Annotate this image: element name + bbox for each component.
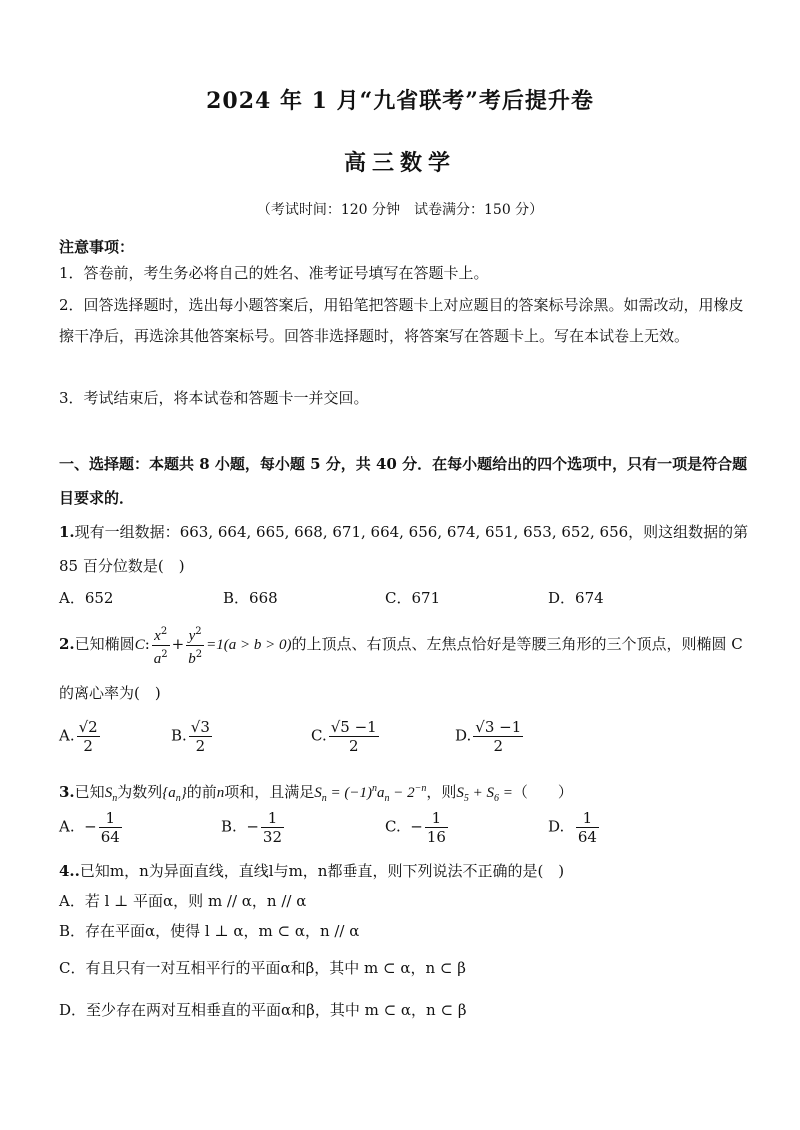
option-a: A．652 xyxy=(59,589,114,607)
question-1 xyxy=(59,515,759,583)
notes-heading: 注意事项： xyxy=(59,238,135,256)
option-a: A．若 l ⊥ 平面α，则 m // α，n // α xyxy=(59,892,307,910)
question-2: 2.已知椭圆C: $\frac{x^2}{a^2}$ + $\frac{y^2}{b^2}$ =1(a > b > 0)的上顶点、右顶点、左焦点恰好是等腰三角形的三个顶点，则椭圆 C 的离心率为( ) xyxy=(59,620,759,717)
note-item-2: 2．回答选择题时，选出每小题答案后，用铅笔把答题卡上对应题目的答案标号涂黑。如需改动，用橡皮擦干净后，再选涂其他答案标号。回答非选择题时，将答案写在答题卡上。写在本试卷上无效。 xyxy=(59,296,744,345)
option-b: B．存在平面α，使得 l ⊥ α，m ⊂ α，n // α xyxy=(59,922,360,940)
option-c: C．有且只有一对互相平行的平面α和β，其中 m ⊂ α，n ⊂ β xyxy=(59,959,466,977)
section-heading: 一、选择题：本题共 8 小题，每小题 5 分，共 40 分．在每小题给出的四个选项中，只有一项是符合题目要求的． xyxy=(59,455,748,507)
question-text: ，则这组数据的第 85 百分位数是( ) xyxy=(59,523,749,575)
option-d: D. $\frac{√3 -1}{2}$ xyxy=(455,718,522,755)
sequence-symbol: $\{a_n\}$ xyxy=(162,785,187,804)
option-c: C. $\frac{√5 -1}{2}$ xyxy=(311,718,377,755)
question-1-options xyxy=(59,587,759,617)
recurrence-formula: $S_n = (-1)^na_n - 2^{-n}$ xyxy=(314,783,427,804)
ellipse-condition: =1(a > b > 0) xyxy=(206,637,292,653)
exam-subject: 高三数学 xyxy=(343,150,456,176)
question-number: 4.. xyxy=(59,862,80,880)
data-list: 663, 664, 665, 668, 671, 664, 656, 674, 651, 653, 652, 656 xyxy=(179,523,629,541)
question-text: 已知椭圆 xyxy=(74,635,135,653)
question-number: 1. xyxy=(59,523,75,541)
option-d: D．674 xyxy=(548,589,604,607)
exam-title: 2024 年 1 月“九省联考”考后提升卷 xyxy=(206,88,594,114)
note-item-1: 1．答卷前，考生务必将自己的姓名、准考证号填写在答题卡上。 xyxy=(59,264,489,282)
ellipse-y-term: $\frac{y^2}{b^2}$ xyxy=(186,623,204,668)
sum-symbol: $S_n$ xyxy=(104,785,118,804)
option-b: B. − $\frac{1}{32}$ xyxy=(221,809,283,846)
question-text: 现有一组数据： xyxy=(74,523,180,541)
question-number: 3. xyxy=(59,783,75,801)
question-text: 已知m，n为异面直线，直线l与m，n都垂直，则下列说法不正确的是( ) xyxy=(79,862,565,880)
question-number: 2. xyxy=(59,635,75,653)
question-2-options xyxy=(59,718,759,762)
question-text: 的上顶点、右顶点、左焦点恰好是等腰三角形的三个顶点，则椭圆 C 的离心率为( ) xyxy=(59,635,743,702)
question-4 xyxy=(59,856,759,886)
option-b: B．668 xyxy=(223,589,278,607)
target-expression: $S_5 + S_6$ = xyxy=(456,785,513,804)
option-a: A. − $\frac{1}{64}$ xyxy=(59,809,120,846)
option-a: A. $\frac{√2}{2}$ xyxy=(59,718,98,755)
exam-time-info: （考试时间：120 分钟 试卷满分：150 分） xyxy=(256,202,544,218)
option-c: C．671 xyxy=(385,589,441,607)
ellipse-x-term: $\frac{x^2}{a^2}$ xyxy=(152,623,170,668)
option-b: B. $\frac{√3}{2}$ xyxy=(171,718,210,755)
question-3: 3.已知$S_n$为数列$\{a_n\}$的前n项和，且满足$S_n = (-1)^na_n - 2^{-n}$，则$S_5 + S_6$ =（ ） xyxy=(59,783,573,804)
option-c: C. − $\frac{1}{16}$ xyxy=(385,809,446,846)
option-d: D．至少存在两对互相垂直的平面α和β，其中 m ⊂ α，n ⊂ β xyxy=(59,1001,467,1019)
option-d: D. $\frac{1}{64}$ xyxy=(548,809,597,846)
note-item-3: 3．考试结束后，将本试卷和答题卡一并交回。 xyxy=(59,389,369,407)
question-3-options xyxy=(59,809,759,853)
ellipse-name: C xyxy=(134,637,145,653)
